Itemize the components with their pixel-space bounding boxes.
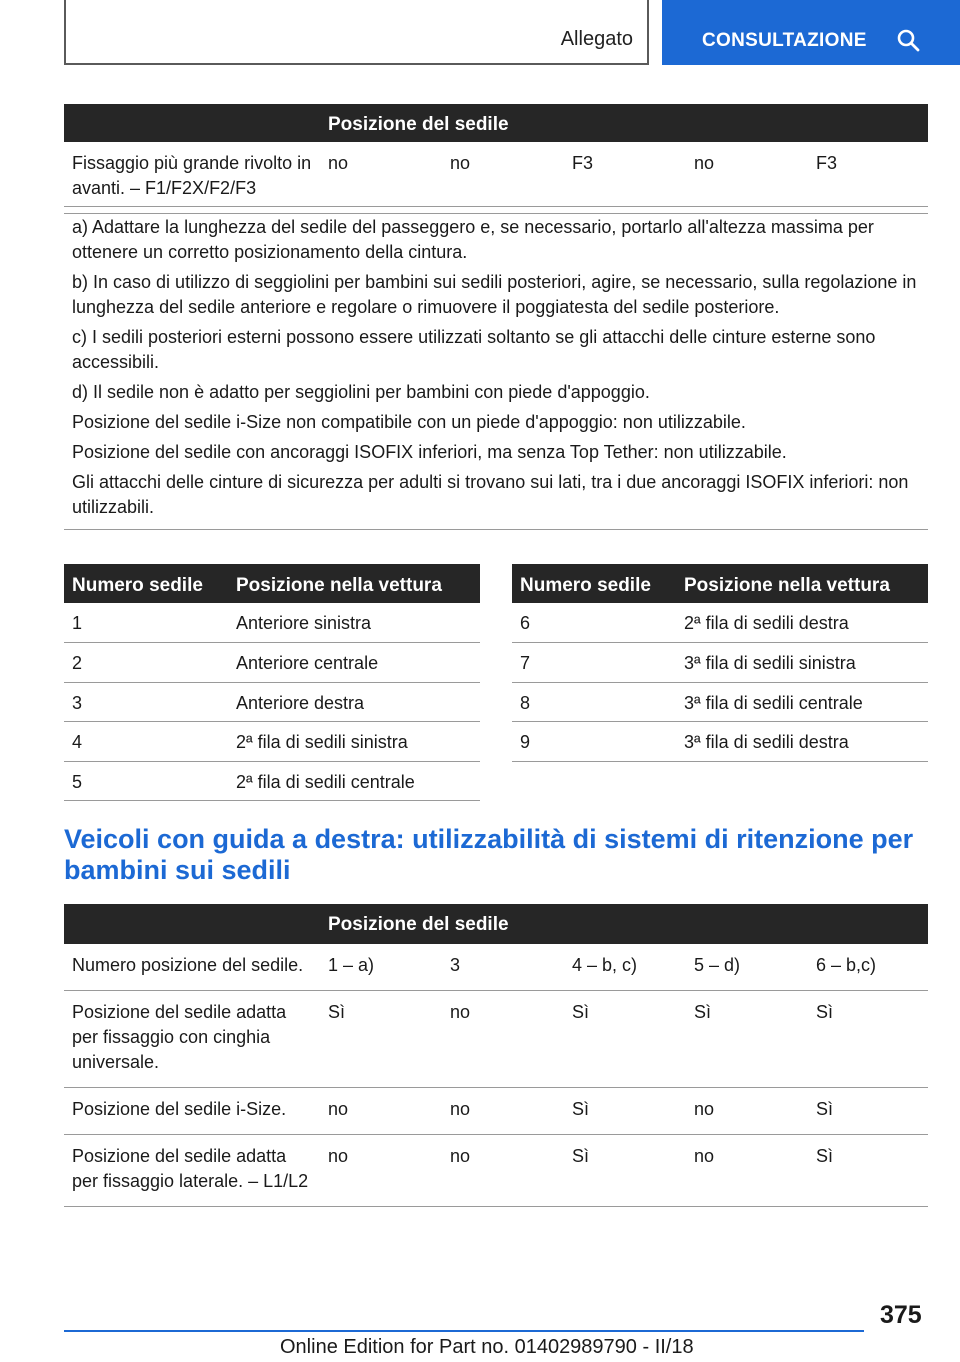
- table-cell: 4 – b, c): [564, 944, 686, 991]
- seat-position: 2ª fila di sedili destra: [676, 603, 928, 643]
- footnote: b) In caso di utilizzo di seggiolini per bambini sui sedili posteriori, agire, se necessario, sulla regolazione in lunghezza del sedile anteriore e regolare o rimuovere il poggiatesta del sedile posteriore.: [72, 272, 917, 317]
- page-number: 375: [880, 1301, 922, 1329]
- table-cell: 6 – b,c): [808, 944, 928, 991]
- table-header: Posizione del sedile: [64, 104, 928, 142]
- seat-position: Anteriore sinistra: [228, 603, 480, 643]
- seat-number: 6: [512, 603, 676, 643]
- seat-number: 5: [64, 761, 228, 801]
- seat-position: 3ª fila di sedili destra: [676, 722, 928, 762]
- seat-position: 2ª fila di sedili centrale: [228, 761, 480, 801]
- table-row: [64, 682, 480, 722]
- table-row: [512, 603, 928, 643]
- table-header: Posizione del sedile: [64, 904, 928, 944]
- table-row: [512, 682, 928, 722]
- table-row: [64, 944, 928, 991]
- section-title: Allegato: [560, 28, 633, 50]
- table-cell: no: [442, 1088, 564, 1135]
- consultazione-tab[interactable]: [662, 0, 960, 65]
- table-cell: Fissaggio più grande rivolto in avanti. – F1/F2X/F2/F3: [64, 142, 320, 214]
- seat-position: Anteriore destra: [228, 682, 480, 722]
- table-cell: no: [442, 1135, 564, 1207]
- footer-divider: [64, 1330, 864, 1332]
- table-cell: no: [686, 1135, 808, 1207]
- footnote: Gli attacchi delle cinture di sicurezza per adulti si trovano sui lati, tra i due ancoraggi ISOFIX inferiori: non utilizzabili.: [72, 472, 909, 517]
- seat-position: 2ª fila di sedili sinistra: [228, 722, 480, 762]
- table-cell: no: [320, 1135, 442, 1207]
- table-cell: Posizione del sedile adatta per fissaggio con cinghia universale.: [64, 991, 320, 1088]
- table-cell: no: [442, 142, 564, 214]
- table-cell: F3: [808, 142, 928, 214]
- seat-position-table-rhd: [64, 904, 928, 1207]
- table-cell: F3: [564, 142, 686, 214]
- table-cell: Posizione del sedile i-Size.: [64, 1088, 320, 1135]
- footnotes: [64, 206, 928, 530]
- edition-footer: Online Edition for Part no. 01402989790 - II/18: [280, 1336, 694, 1358]
- seat-position: Anteriore centrale: [228, 643, 480, 683]
- column-header: Posizione nella vettura: [228, 564, 480, 603]
- seat-number: 1: [64, 603, 228, 643]
- table-row: [512, 722, 928, 762]
- table-row: [64, 643, 480, 683]
- seat-number-table-left: [64, 564, 480, 801]
- table-cell: 1 – a): [320, 944, 442, 991]
- footnote: d) Il sedile non è adatto per seggiolini per bambini con piede d'appoggio.: [72, 382, 650, 402]
- table-cell: Sì: [320, 991, 442, 1088]
- table-cell: Numero posizione del sedile.: [64, 944, 320, 991]
- column-header: Posizione nella vettura: [676, 564, 928, 603]
- footnote: a) Adattare la lunghezza del sedile del passeggero e, se necessario, portarlo all'altezza massima per ottenere un corretto posizionamento della cintura.: [72, 217, 874, 262]
- table-row: [512, 643, 928, 683]
- table-cell: Sì: [808, 991, 928, 1088]
- table-cell: Sì: [686, 991, 808, 1088]
- header-frame: [64, 0, 649, 65]
- search-icon: [896, 28, 920, 52]
- table-cell: Sì: [808, 1088, 928, 1135]
- seat-number: 8: [512, 682, 676, 722]
- table-cell: no: [320, 142, 442, 214]
- table-row: [64, 1088, 928, 1135]
- seat-position: 3ª fila di sedili centrale: [676, 682, 928, 722]
- table-row: [64, 991, 928, 1088]
- footnote: c) I sedili posteriori esterni possono essere utilizzati soltanto se gli attacchi delle cinture esterne sono accessibili.: [72, 327, 876, 372]
- footnote: Posizione del sedile i-Size non compatibile con un piede d'appoggio: non utilizzabile.: [72, 412, 746, 432]
- table-cell: Sì: [808, 1135, 928, 1207]
- table-cell: no: [320, 1088, 442, 1135]
- seat-number: 4: [64, 722, 228, 762]
- table-row: [64, 722, 480, 762]
- table-cell: Sì: [564, 1088, 686, 1135]
- seat-number: 7: [512, 643, 676, 683]
- consultazione-tab-label: CONSULTAZIONE: [702, 30, 867, 51]
- table-cell: 5 – d): [686, 944, 808, 991]
- column-header: Numero sedile: [512, 564, 676, 603]
- table-cell: Sì: [564, 991, 686, 1088]
- column-header: Numero sedile: [64, 564, 228, 603]
- table-cell: 3: [442, 944, 564, 991]
- seat-number: 3: [64, 682, 228, 722]
- footnote: Posizione del sedile con ancoraggi ISOFIX inferiori, ma senza Top Tether: non utilizzabile.: [72, 442, 787, 462]
- table-cell: no: [686, 1088, 808, 1135]
- table-cell: Posizione del sedile adatta per fissaggio laterale. – L1/L2: [64, 1135, 320, 1207]
- seat-position-table-top: [64, 104, 928, 214]
- seat-number-table-right: [512, 564, 928, 762]
- seat-position: 3ª fila di sedili sinistra: [676, 643, 928, 683]
- section-heading: Veicoli con guida a destra: utilizzabilità di sistemi di ritenzione per bambini sui sedili: [64, 824, 914, 885]
- table-cell: Sì: [564, 1135, 686, 1207]
- table-row: [64, 603, 480, 643]
- table-row: [64, 1135, 928, 1207]
- table-cell: no: [686, 142, 808, 214]
- seat-number: 2: [64, 643, 228, 683]
- table-row: [64, 761, 480, 801]
- table-row: [64, 142, 928, 214]
- table-cell: no: [442, 991, 564, 1088]
- seat-number: 9: [512, 722, 676, 762]
